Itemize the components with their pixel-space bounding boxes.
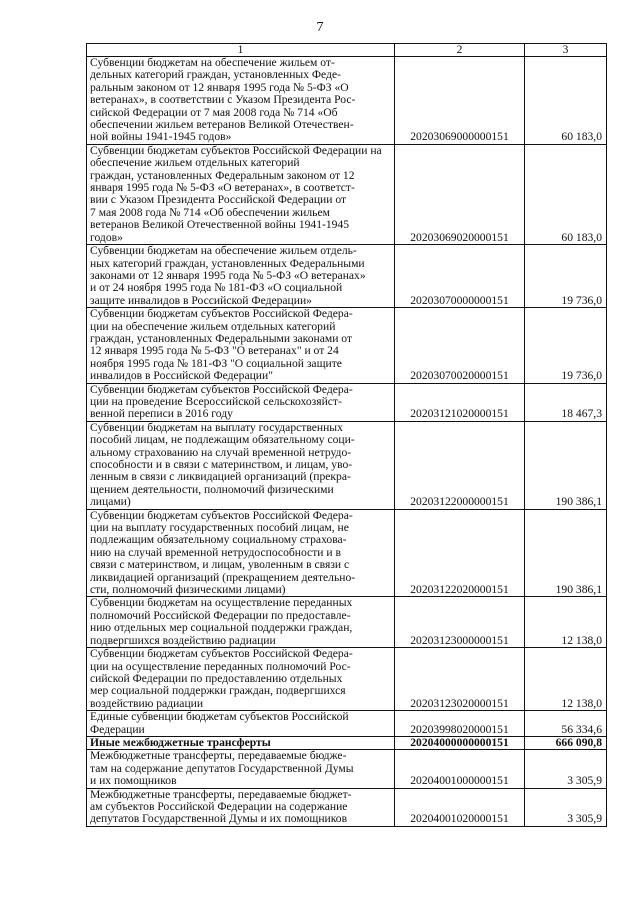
- table-row: [87, 509, 607, 597]
- row-code-cell: 20204001020000151: [395, 788, 525, 826]
- row-amount-cell: 19 736,0: [525, 245, 607, 308]
- row-code-cell: 20203998020000151: [395, 711, 525, 737]
- row-name-cell: Субвенции бюджетам на обеспечение жильем от- дельных категорий граждан, установленных Феде- ральным законом от 12 января 1995 года № 5-ФЗ «О ветеранах», в соответствии с Указом Президента Рос- сийской Федерации от 7 мая 2008 года № 714 «Об обеспечении жильем ветеранов Великой Отечествен- ной войны 1941-1945 годов»: [87, 57, 395, 145]
- row-code-cell: 20203122020000151: [395, 509, 525, 597]
- row-code-cell: 20203123000000151: [395, 597, 525, 648]
- row-amount-cell: 666 090,8: [525, 736, 607, 749]
- row-code-cell: 20203070020000151: [395, 308, 525, 383]
- table-row: [87, 750, 607, 788]
- row-name-cell: Субвенции бюджетам субъектов Российской Федерации на обеспечение жильем отдельных категорий граждан, установленных Федеральным законом от 12 января 1995 года № 5-ФЗ «О ветеранах», в соответст- вии с Указом Президента Российской Федерации от 7 мая 2008 года № 714 «Об обеспечении жильем ветеранов Великой Отечественной войны 1941-1945 годов»: [87, 144, 395, 244]
- row-amount-cell: 12 138,0: [525, 648, 607, 711]
- row-code-cell: 20204001000000151: [395, 750, 525, 788]
- row-amount-cell: 60 183,0: [525, 57, 607, 145]
- row-code-cell: 20203070000000151: [395, 245, 525, 308]
- row-name-cell: Субвенции бюджетам на обеспечение жильем отдель- ных категорий граждан, установленных Федеральными законами от 12 января 1995 года № 5-ФЗ «О ветеранах» и от 24 ноября 1995 года № 181-ФЗ «О социальной защите инвалидов в Российской Федерации»: [87, 245, 395, 308]
- row-amount-cell: 19 736,0: [525, 308, 607, 383]
- row-amount-cell: 12 138,0: [525, 597, 607, 648]
- row-amount-cell: 60 183,0: [525, 144, 607, 244]
- table-row: [87, 383, 607, 421]
- row-code-cell: 20204000000000151: [395, 736, 525, 749]
- row-code-cell: 20203069000000151: [395, 57, 525, 145]
- row-amount-cell: 56 334,6: [525, 711, 607, 737]
- table-row: [87, 57, 607, 145]
- row-amount-cell: 3 305,9: [525, 750, 607, 788]
- row-code-cell: 20203123020000151: [395, 648, 525, 711]
- table-row: [87, 788, 607, 826]
- row-name-cell: Субвенции бюджетам субъектов Российской Федера- ции на осуществление переданных полномочий Рос- сийской Федерации по предоставлению отдельных мер социальной поддержки граждан, подвергшихся воздействию радиации: [87, 648, 395, 711]
- row-name-cell: Субвенции бюджетам субъектов Российской Федера- ции на обеспечение жильем отдельных категорий граждан, установленных Федеральными законами от 12 января 1995 года № 5-ФЗ "О ветеранах" и от 24 ноября 1995 года № 181-ФЗ "О социальной защите инвалидов в Российской Федерации": [87, 308, 395, 383]
- header-col-code: 2: [395, 44, 525, 57]
- table-row: [87, 736, 607, 749]
- row-code-cell: 20203122000000151: [395, 421, 525, 509]
- table-row: [87, 711, 607, 737]
- table-row: [87, 144, 607, 244]
- table-row: [87, 245, 607, 308]
- header-col-amount: 3: [525, 44, 607, 57]
- row-code-cell: 20203069020000151: [395, 144, 525, 244]
- row-name-cell: Субвенции бюджетам субъектов Российской Федера- ции на выплату государственных пособий лицам, не подлежащим обязательному социальному страхова- нию на случай временной нетрудоспособности и в связи с материнством, и лицам, уволенным в связи с ликвидацией организаций (прекращением деятельно- сти, полномочий физическими лицами): [87, 509, 395, 597]
- row-name-cell: Межбюджетные трансферты, передаваемые бюджет- ам субъектов Российской Федерации на содержание депутатов Государственной Думы и их помощников: [87, 788, 395, 826]
- row-name-cell: Субвенции бюджетам на выплату государственных пособий лицам, не подлежащим обязательному соци- альному страхованию на случай временной нетрудо- способности и в связи с материнством, и лицам, уво- ленным в связи с ликвидацией организаций (прекра- щением деятельности, полномочий физическими лицами): [87, 421, 395, 509]
- table-row: [87, 308, 607, 383]
- table-row: [87, 421, 607, 509]
- budget-table: [86, 43, 607, 827]
- row-amount-cell: 18 467,3: [525, 383, 607, 421]
- header-row: [87, 44, 607, 57]
- row-name-cell: Субвенции бюджетам субъектов Российской Федера- ции на проведение Всероссийской сельскохозяйст- венной переписи в 2016 году: [87, 383, 395, 421]
- row-amount-cell: 3 305,9: [525, 788, 607, 826]
- table-row: [87, 597, 607, 648]
- row-amount-cell: 190 386,1: [525, 509, 607, 597]
- header-col-name: 1: [87, 44, 395, 57]
- row-name-cell: Единые субвенции бюджетам субъектов Российской Федерации: [87, 711, 395, 737]
- table-row: [87, 648, 607, 711]
- row-name-cell: Субвенции бюджетам на осуществление переданных полномочий Российской Федерации по предоставле- нию отдельных мер социальной поддержки граждан, подвергшихся воздействию радиации: [87, 597, 395, 648]
- row-name-cell: Межбюджетные трансферты, передаваемые бюдже- там на содержание депутатов Государственной Думы и их помощников: [87, 750, 395, 788]
- row-code-cell: 20203121020000151: [395, 383, 525, 421]
- row-amount-cell: 190 386,1: [525, 421, 607, 509]
- page-number: 7: [316, 20, 324, 35]
- row-name-cell: Иные межбюджетные трансферты: [87, 736, 395, 749]
